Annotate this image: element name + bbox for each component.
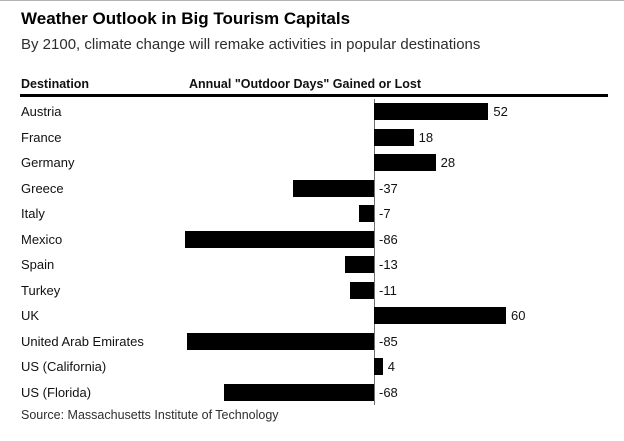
- value-label: -13: [379, 257, 398, 272]
- row-label: Turkey: [21, 282, 61, 298]
- bar: [185, 231, 374, 248]
- row-label: UK: [21, 308, 40, 323]
- value-label: -68: [379, 384, 398, 400]
- column-header-destination: Destination: [21, 77, 90, 91]
- value-label: -37: [379, 180, 398, 196]
- value-label: -7: [379, 206, 391, 221]
- chart-subtitle: By 2100, climate change will remake activities in popular destinations: [21, 36, 481, 53]
- bar: [224, 384, 374, 401]
- bar: [374, 154, 436, 171]
- row-label: France: [21, 129, 62, 145]
- bar: [374, 103, 488, 120]
- bar-row: [0, 252, 624, 278]
- bar-row: [0, 227, 624, 253]
- value-label: 52: [493, 104, 508, 119]
- source-note: Source: Massachusetts Institute of Technology: [21, 408, 279, 422]
- value-label: 4: [387, 359, 396, 374]
- header-rule: [20, 94, 608, 97]
- row-label: Spain: [21, 257, 55, 272]
- bar: [187, 333, 374, 350]
- row-label: Italy: [21, 206, 45, 221]
- value-label: 18: [418, 129, 434, 145]
- bar-row: [0, 99, 624, 125]
- bar: [374, 129, 414, 146]
- chart-title: Weather Outlook in Big Tourism Capitals: [21, 9, 351, 28]
- bar: [350, 282, 374, 299]
- value-label: -11: [379, 282, 397, 298]
- bar-row: [0, 150, 624, 176]
- row-label: Greece: [21, 180, 64, 196]
- row-label: Mexico: [21, 231, 63, 247]
- bar-chart: [0, 99, 624, 405]
- column-header-values: Annual "Outdoor Days" Gained or Lost: [189, 77, 422, 91]
- bar: [359, 205, 374, 222]
- bar-row: [0, 329, 624, 355]
- bar-row: [0, 201, 624, 227]
- row-label: United Arab Emirates: [21, 333, 144, 349]
- bar-row: [0, 176, 624, 202]
- value-label: -86: [379, 231, 398, 247]
- row-label: Germany: [21, 155, 75, 170]
- image-top-border: [0, 0, 624, 1]
- bar: [374, 358, 383, 375]
- bar-row: [0, 354, 624, 380]
- bar-row: [0, 380, 624, 406]
- bar-row: [0, 303, 624, 329]
- value-label: -85: [379, 333, 398, 349]
- row-label: Austria: [21, 104, 62, 119]
- bar-row: [0, 125, 624, 151]
- bar-row: [0, 278, 624, 304]
- row-label: US (California): [21, 359, 107, 374]
- row-label: US (Florida): [21, 384, 92, 400]
- value-label: 60: [511, 308, 526, 323]
- bar: [374, 307, 506, 324]
- bar: [293, 180, 374, 197]
- value-label: 28: [440, 155, 456, 170]
- bar: [345, 256, 374, 273]
